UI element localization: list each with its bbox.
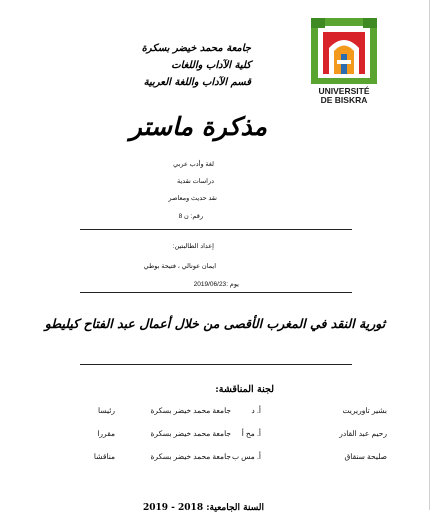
jury-member-institution: جامعة محمد خيضر بسكرة bbox=[150, 429, 231, 438]
department-name: قسم الآداب واللغة العربية bbox=[143, 77, 251, 88]
jury-member-rank: أ. مس ب bbox=[232, 452, 261, 461]
jury-member-name: بشير تاوريريت bbox=[342, 406, 387, 415]
jury-title: لجنة المناقشة: bbox=[215, 384, 274, 395]
jury-member-role: مناقشا bbox=[93, 452, 115, 461]
thesis-title: ثورية النقد في المغرب الأقصى من خلال أعمال عبد الفتاح كيليطو bbox=[44, 316, 386, 331]
jury-member-name: صليحة سنقاق bbox=[344, 452, 387, 461]
number-label: رقم: ن 8 bbox=[178, 213, 203, 220]
jury-member-role: رئيسا bbox=[98, 406, 115, 415]
faculty-name: كلية الآداب واللغات bbox=[171, 60, 251, 71]
logo-caption-line1: UNIVERSITÉ bbox=[318, 86, 370, 96]
divider-mid bbox=[80, 292, 352, 293]
field-label: لغة وأدب عربي bbox=[173, 161, 214, 168]
students-names: ايمان عونالي ، فتيحة بوطي bbox=[143, 263, 216, 270]
jury-member-role: مقررا bbox=[97, 429, 115, 438]
jury-member-institution: جامعة محمد خيضر بسكرة bbox=[150, 452, 231, 461]
divider-bottom bbox=[80, 364, 352, 365]
logo-caption-line2: DE BISKRA bbox=[320, 95, 368, 105]
divider-top bbox=[80, 229, 352, 230]
students-label: إعداد الطالبتين: bbox=[172, 243, 214, 250]
main-title: مذكرة ماستر bbox=[129, 112, 267, 141]
academic-year: السنة الجامعية: 2018 - 2019 bbox=[142, 503, 264, 513]
branch-label: دراسات نقدية bbox=[177, 178, 214, 185]
jury-member-rank: أ. مح أ bbox=[241, 429, 261, 438]
university-name: جامعة محمد خيضر بسكرة bbox=[141, 43, 251, 54]
defense-date: يوم :2019/06/23 bbox=[193, 281, 239, 288]
specialization-label: نقد حديث ومعاصر bbox=[168, 195, 217, 202]
jury-member-name: رحيم عبد القادر bbox=[339, 429, 387, 438]
jury-member-rank: أ. د bbox=[251, 406, 261, 415]
jury-member-institution: جامعة محمد خيضر بسكرة bbox=[150, 406, 231, 415]
